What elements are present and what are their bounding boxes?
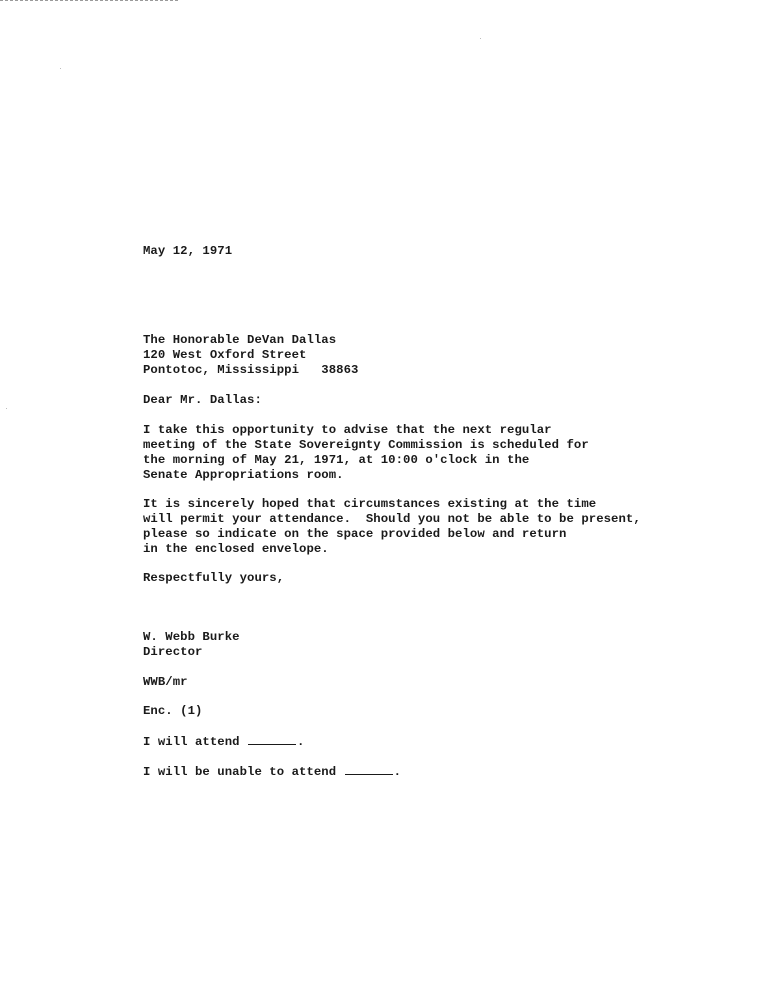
paragraph-2-line: It is sincerely hoped that circumstances existing at the time bbox=[143, 497, 597, 511]
attend-response-line bbox=[143, 734, 304, 750]
signer-name: W. Webb Burke bbox=[143, 630, 240, 644]
paragraph-1-line: Senate Appropriations room. bbox=[143, 468, 344, 482]
scan-speck bbox=[480, 38, 481, 39]
attend-period: . bbox=[297, 735, 305, 749]
enclosure-note: Enc. (1) bbox=[143, 704, 203, 718]
paragraph-2-line: will permit your attendance. Should you not be able to be present, bbox=[143, 512, 641, 526]
paragraph-1-line: the morning of May 21, 1971, at 10:00 o'clock in the bbox=[143, 453, 530, 467]
paragraph-1-line: I take this opportunity to advise that the next regular bbox=[143, 423, 552, 437]
scan-speck bbox=[60, 68, 61, 69]
unable-response-line bbox=[143, 764, 401, 780]
page-top-dashed-edge bbox=[0, 0, 178, 3]
paragraph-1-line: meeting of the State Sovereignty Commission is scheduled for bbox=[143, 438, 589, 452]
salutation: Dear Mr. Dallas: bbox=[143, 393, 262, 407]
letter-date: May 12, 1971 bbox=[143, 244, 233, 258]
signer-title: Director bbox=[143, 645, 203, 659]
recipient-street: 120 West Oxford Street bbox=[143, 348, 307, 362]
unable-blank bbox=[345, 764, 393, 775]
typist-initials: WWB/mr bbox=[143, 675, 188, 689]
closing: Respectfully yours, bbox=[143, 571, 285, 585]
recipient-city: Pontotoc, Mississippi 38863 bbox=[143, 363, 359, 377]
scan-speck bbox=[6, 408, 7, 409]
paragraph-2-line: in the enclosed envelope. bbox=[143, 542, 329, 556]
attend-blank bbox=[248, 734, 296, 745]
unable-period: . bbox=[393, 765, 402, 779]
recipient-name: The Honorable DeVan Dallas bbox=[143, 333, 337, 347]
unable-label: I will be unable to attend bbox=[143, 765, 337, 779]
attend-label: I will attend bbox=[143, 735, 240, 749]
paragraph-2-line: please so indicate on the space provided below and return bbox=[143, 527, 567, 541]
